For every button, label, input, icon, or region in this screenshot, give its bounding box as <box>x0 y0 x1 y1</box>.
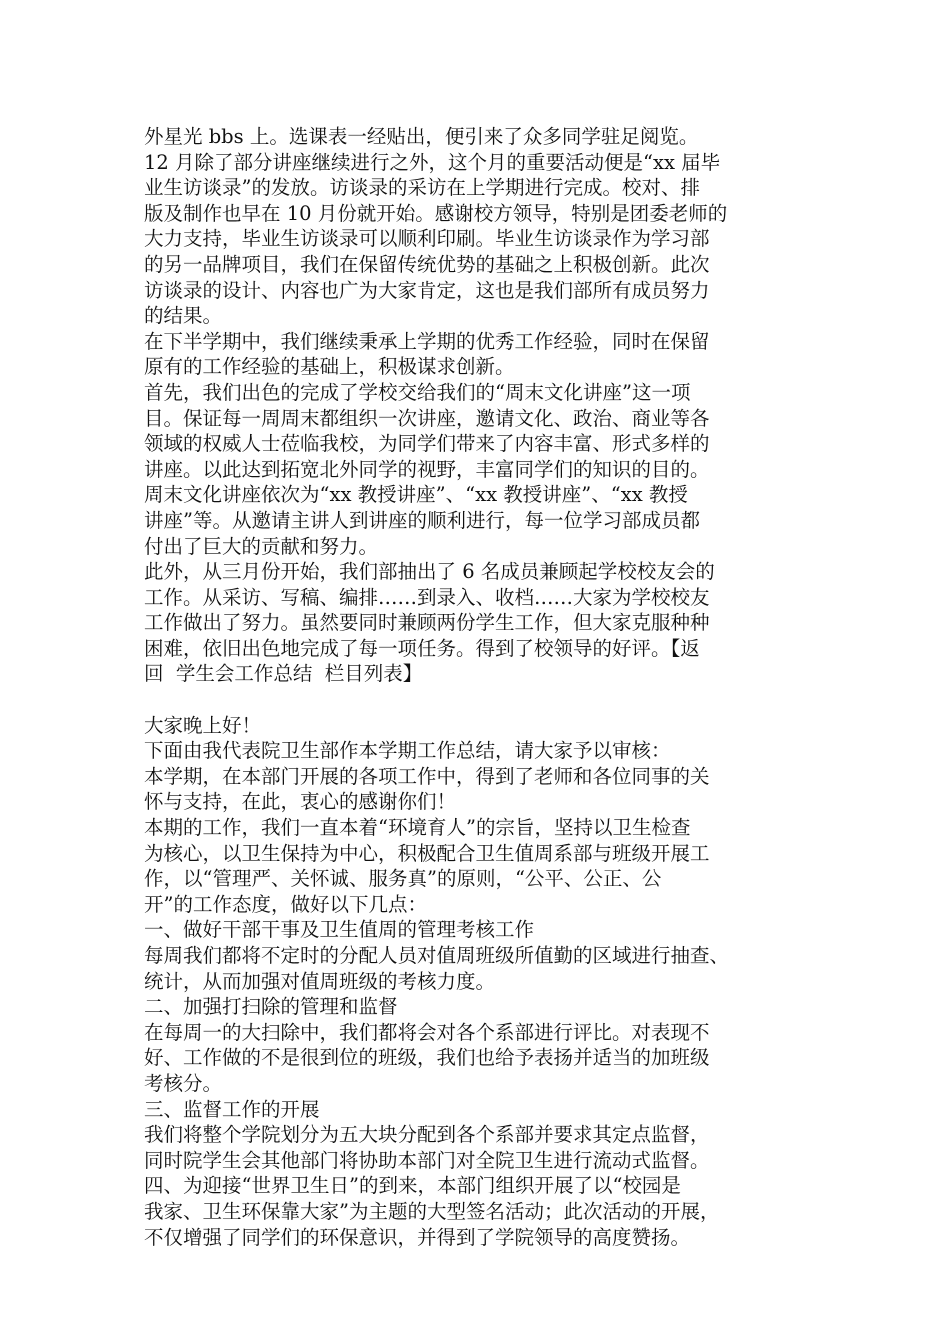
text-line: 此外，从三月份开始，我们部抽出了 6 名成员兼顾起学校校友会的 <box>144 560 715 584</box>
text-line: 怀与支持，在此，衷心的感谢你们！ <box>144 790 457 814</box>
text-line: 我家、卫生环保靠大家”为主题的大型签名活动；此次活动的开展， <box>144 1199 720 1223</box>
section-heading-2: 二、加强打扫除的管理和监督 <box>144 995 398 1019</box>
text-line: 我们将整个学院划分为五大块分配到各个系部并要求其定点监督， <box>144 1123 710 1147</box>
text-line: 目。保证每一周周末都组织一次讲座，邀请文化、政治、商业等各 <box>144 406 710 430</box>
text-line: 好、工作做的不是很到位的班级，我们也给予表扬并适当的加班级 <box>144 1046 710 1070</box>
text-line: 首先，我们出色的完成了学校交给我们的“周末文化讲座”这一项 <box>144 380 691 404</box>
text-line: 本期的工作，我们一直本着“环境育人”的宗旨，坚持以卫生检查 <box>144 816 691 840</box>
text-line: 作，以“管理严、关怀诚、服务真”的原则，“公平、公正、公 <box>144 867 662 891</box>
text-line: 考核分。 <box>144 1071 223 1095</box>
text-line: 周末文化讲座依次为“xx 教授讲座”、“xx 教授讲座”、“xx 教授 <box>144 483 688 507</box>
text-line: 访谈录的设计、内容也广为大家肯定，这也是我们部所有成员努力 <box>144 278 710 302</box>
text-line: 业生访谈录”的发放。访谈录的采访在上学期进行完成。校对、排 <box>144 176 700 200</box>
text-line: 领域的权威人士莅临我校，为同学们带来了内容丰富、形式多样的 <box>144 432 710 456</box>
text-line: 困难，依旧出色地完成了每一项任务。得到了校领导的好评。【返 <box>144 636 700 660</box>
text-line: 同时院学生会其他部门将协助本部门对全院卫生进行流动式监督。 <box>144 1148 710 1172</box>
text-line: 的结果。 <box>144 304 223 328</box>
text-line: 开”的工作态度，做好以下几点： <box>144 892 427 916</box>
back-link-line[interactable]: 回 学生会工作总结 栏目列表】 <box>144 662 423 686</box>
text-line: 版及制作也早在 10 月份就开始。感谢校方领导，特别是团委老师的 <box>144 201 728 225</box>
text-line: 在每周一的大扫除中，我们都将会对各个系部进行评比。对表现不 <box>144 1020 710 1044</box>
text-line: 12 月除了部分讲座继续进行之外，这个月的重要活动便是“xx 届毕 <box>144 150 721 174</box>
document-body <box>144 124 812 1250</box>
text-line: 讲座”等。从邀请主讲人到讲座的顺利进行，每一位学习部成员都 <box>144 508 700 532</box>
text-line: 在下半学期中，我们继续秉承上学期的优秀工作经验，同时在保留 <box>144 329 710 353</box>
blank-line <box>144 687 812 713</box>
text-line: 每周我们都将不定时的分配人员对值周班级所值勤的区域进行抽查、 <box>144 944 730 967</box>
text-line: 工作做出了努力。虽然要同时兼顾两份学生工作，但大家克服种种 <box>144 611 710 635</box>
text-line: 的另一品牌项目，我们在保留传统优势的基础之上积极创新。此次 <box>144 252 710 276</box>
text-line: 下面由我代表院卫生部作本学期工作总结，请大家予以审核： <box>144 739 671 763</box>
text-line: 工作。从采访、写稿、编排……到录入、收档……大家为学校校友 <box>144 585 710 609</box>
section-heading-1: 一、做好干部干事及卫生值周的管理考核工作 <box>144 918 535 942</box>
text-line: 原有的工作经验的基础上，积极谋求创新。 <box>144 355 515 379</box>
text-line: 为核心，以卫生保持为中心，积极配合卫生值周系部与班级开展工 <box>144 841 710 865</box>
text-line: 外星光 bbs 上。选课表一经贴出，便引来了众多同学驻足阅览。 <box>144 125 699 148</box>
text-line: 本学期，在本部门开展的各项工作中，得到了老师和各位同事的关 <box>144 764 710 788</box>
text-line: 不仅增强了同学们的环保意识，并得到了学院领导的高度赞扬。 <box>144 1225 691 1249</box>
text-line: 付出了巨大的贡献和努力。 <box>144 534 379 558</box>
greeting-line: 大家晚上好！ <box>144 713 262 737</box>
section-heading-4: 四、为迎接“世界卫生日”的到来，本部门组织开展了以“校园是 <box>144 1174 681 1198</box>
text-line: 大力支持，毕业生访谈录可以顺利印刷。毕业生访谈录作为学习部 <box>144 227 710 251</box>
section-heading-3: 三、监督工作的开展 <box>144 1097 320 1121</box>
text-line: 统计，从而加强对值周班级的考核力度。 <box>144 969 496 993</box>
text-line: 讲座。以此达到拓宽北外同学的视野，丰富同学们的知识的目的。 <box>144 457 710 481</box>
